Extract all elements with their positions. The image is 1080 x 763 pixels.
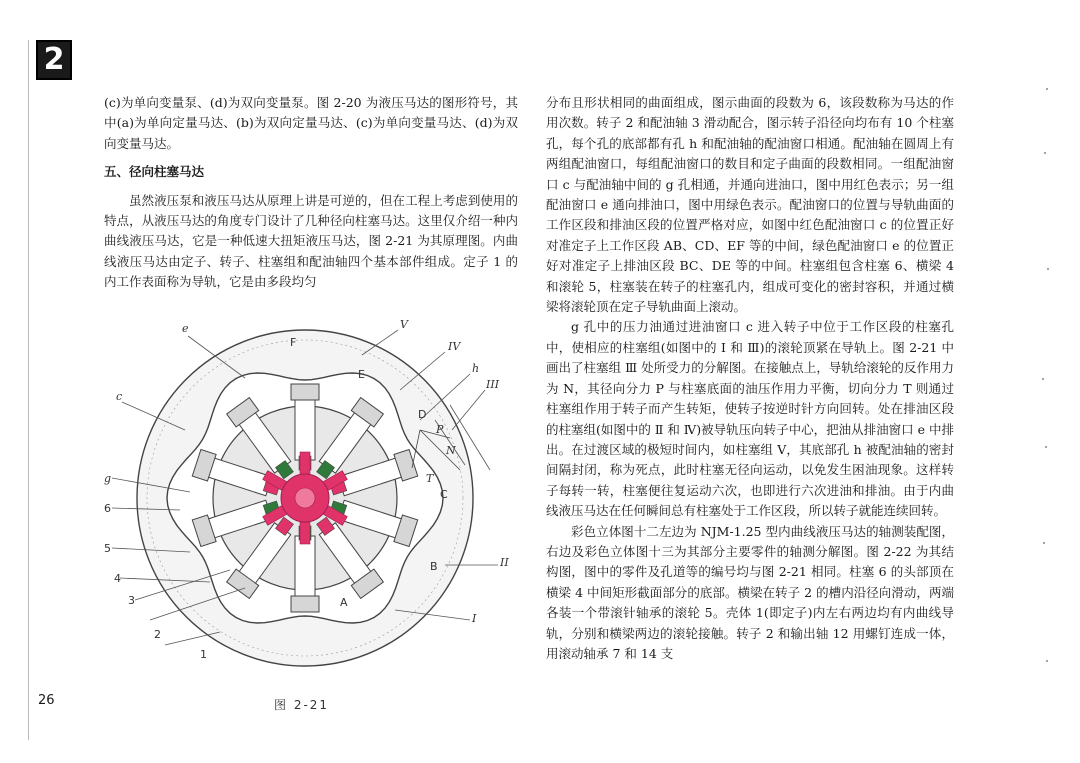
figure-2-21 bbox=[100, 320, 520, 672]
label-5: 5 bbox=[104, 542, 111, 555]
roller bbox=[291, 384, 319, 400]
right-para-2: g 孔中的压力油通过进油窗口 c 进入转子中位于工作区段的柱塞孔中，使相应的柱塞组(如图中的 Ⅰ 和 Ⅲ)的滚轮顶紧在导轨上。图 2-21 中画出了柱塞组 Ⅲ 处所受力的分解图。在接触点上，导轨给滚轮的反作用力为 N，其径向分力 P 与柱塞底面的油压作用力平衡，切向分力 T 则通过柱塞组作用于转子而产生转矩，使转子按逆时针方向回转。处在排油区段的柱塞组(如图中的 Ⅱ 和 Ⅳ)被导轨压向转子中心，把油从排油窗口 e 中排出。在过渡区域的极短时间内，如柱塞组 Ⅴ，其底部孔 h 被配油轴的密封间隔封闭，称为死点，此时柱塞无径向运动，以免发生困油现象。这样转子每转一转，柱塞便往复运动六次，也即进行六次进油和排油。由于内曲线液压马达在任何瞬间总有柱塞处于工作区段，所以转子就能连续回转。 bbox=[546, 319, 955, 519]
label-N: N bbox=[446, 444, 456, 457]
scan-speck bbox=[1043, 542, 1045, 544]
label-4: 4 bbox=[114, 572, 121, 585]
page-edge bbox=[28, 40, 29, 740]
g-bore bbox=[295, 488, 315, 508]
motor-diagram bbox=[100, 320, 520, 672]
right-para-3: 彩色立体图十二左边为 NJM-1.25 型内曲线液压马达的轴测装配图，右边及彩色立体图十三为其部分主要零件的轴测分解图。图 2-22 为其结构图，图中的零件及孔道等的编号均与图 2-21 相同。柱塞 6 的头部顶在横梁 4 中间矩形截面部分的底部。横梁在转子 2 的槽内沿径向滑动，两端各装一个带滚针轴承的滚轮 5。壳体 1(即定子)内左右两边均有内曲线导轨，分别和横梁两边的滚轮接触。转子 2 和输出轴 12 用螺钉连成一体，用滚动轴承 7 和 14 支 bbox=[546, 523, 954, 661]
scan-speck bbox=[1046, 660, 1048, 662]
label-T: T bbox=[426, 472, 434, 485]
right-para-1: 分布且形状相同的曲面组成，图示曲面的段数为 6，该段数称为马达的作用次数。转子 2 和配油轴 3 滑动配合，图示转子沿径向均布有 10 个柱塞孔，每个孔的底部都有孔 h 和配油轴的配油窗口相通。配油轴在圆周上有两组配油窗口，每组配油窗口的数目和定子曲面的段数相同。一组配油窗口 c 与配油轴中间的 g 孔相通，并通向进油口，图中用红色表示；另一组配油窗口 e 通向排油口，图中用绿色表示。配油窗口的位置与导轨曲面的工作区段和排油区段的位置严格对应，如图中红色配油窗口 c 的位置正好对准定子上工作区段 AB、CD、EF 等的中间，绿色配油窗口 e 的位置正好对准定子上排油区段 BC、DE 等的中间。柱塞组包含柱塞 6、横梁 4 和滚轮 5，柱塞装在转子的柱塞孔内，组成可变化的密封容积，并通过横梁将滚轮顶在定子导轨曲面上滚动。 bbox=[546, 95, 954, 315]
label-C: C bbox=[440, 488, 448, 501]
label-E: E bbox=[358, 368, 365, 381]
label-3: 3 bbox=[128, 594, 135, 607]
label-h: h bbox=[472, 362, 480, 375]
motor-drawing bbox=[137, 330, 473, 666]
label-2: 2 bbox=[154, 628, 161, 641]
scan-speck bbox=[1046, 88, 1048, 90]
scan-speck bbox=[1042, 378, 1044, 380]
scan-speck bbox=[1047, 268, 1049, 270]
label-II: II bbox=[500, 556, 509, 569]
label-F: F bbox=[290, 336, 297, 349]
label-A: A bbox=[340, 596, 348, 609]
label-I: I bbox=[472, 612, 477, 625]
label-c: c bbox=[116, 390, 123, 403]
scan-speck bbox=[1044, 152, 1046, 154]
piston bbox=[295, 394, 315, 460]
piston bbox=[295, 536, 315, 602]
label-B: B bbox=[430, 560, 438, 573]
label-D: D bbox=[418, 408, 427, 421]
figure-caption: 图 2-21 bbox=[274, 698, 330, 712]
section-heading: 五、径向柱塞马达 bbox=[104, 164, 205, 180]
label-g: g bbox=[104, 472, 112, 485]
label-1: 1 bbox=[200, 648, 207, 661]
label-e: e bbox=[182, 322, 189, 335]
right-column bbox=[546, 93, 954, 664]
left-para-2: 虽然液压泵和液压马达从原理上讲是可逆的，但在工程上考虑到使用的特点，从液压马达的角度专门设计了几种径向柱塞马达。这里仅介绍一种内曲线液压马达，它是一种低速大扭矩液压马达，图 2-21 为其原理图。内曲线液压马达由定子、转子、柱塞组和配油轴四个基本部件组成。定子 1 的内工作表面称为导轨，它是由多段均匀 bbox=[104, 192, 518, 290]
label-V: V bbox=[400, 320, 408, 331]
label-III: III bbox=[486, 378, 500, 391]
chapter-badge: 2 bbox=[36, 40, 72, 80]
label-P: P bbox=[436, 423, 444, 436]
left-para-1: (c)为单向变量泵、(d)为双向变量泵。图 2-20 为液压马达的图形符号，其中(a)为单向定量马达、(b)为双向定量马达、(c)为单向变量马达、(d)为双向变量马达。 bbox=[104, 95, 518, 151]
scan-speck bbox=[1045, 446, 1047, 448]
label-6: 6 bbox=[104, 502, 111, 515]
page-number: 26 bbox=[38, 693, 55, 708]
roller bbox=[291, 596, 319, 612]
left-column bbox=[104, 93, 518, 293]
label-IV: IV bbox=[448, 340, 461, 353]
